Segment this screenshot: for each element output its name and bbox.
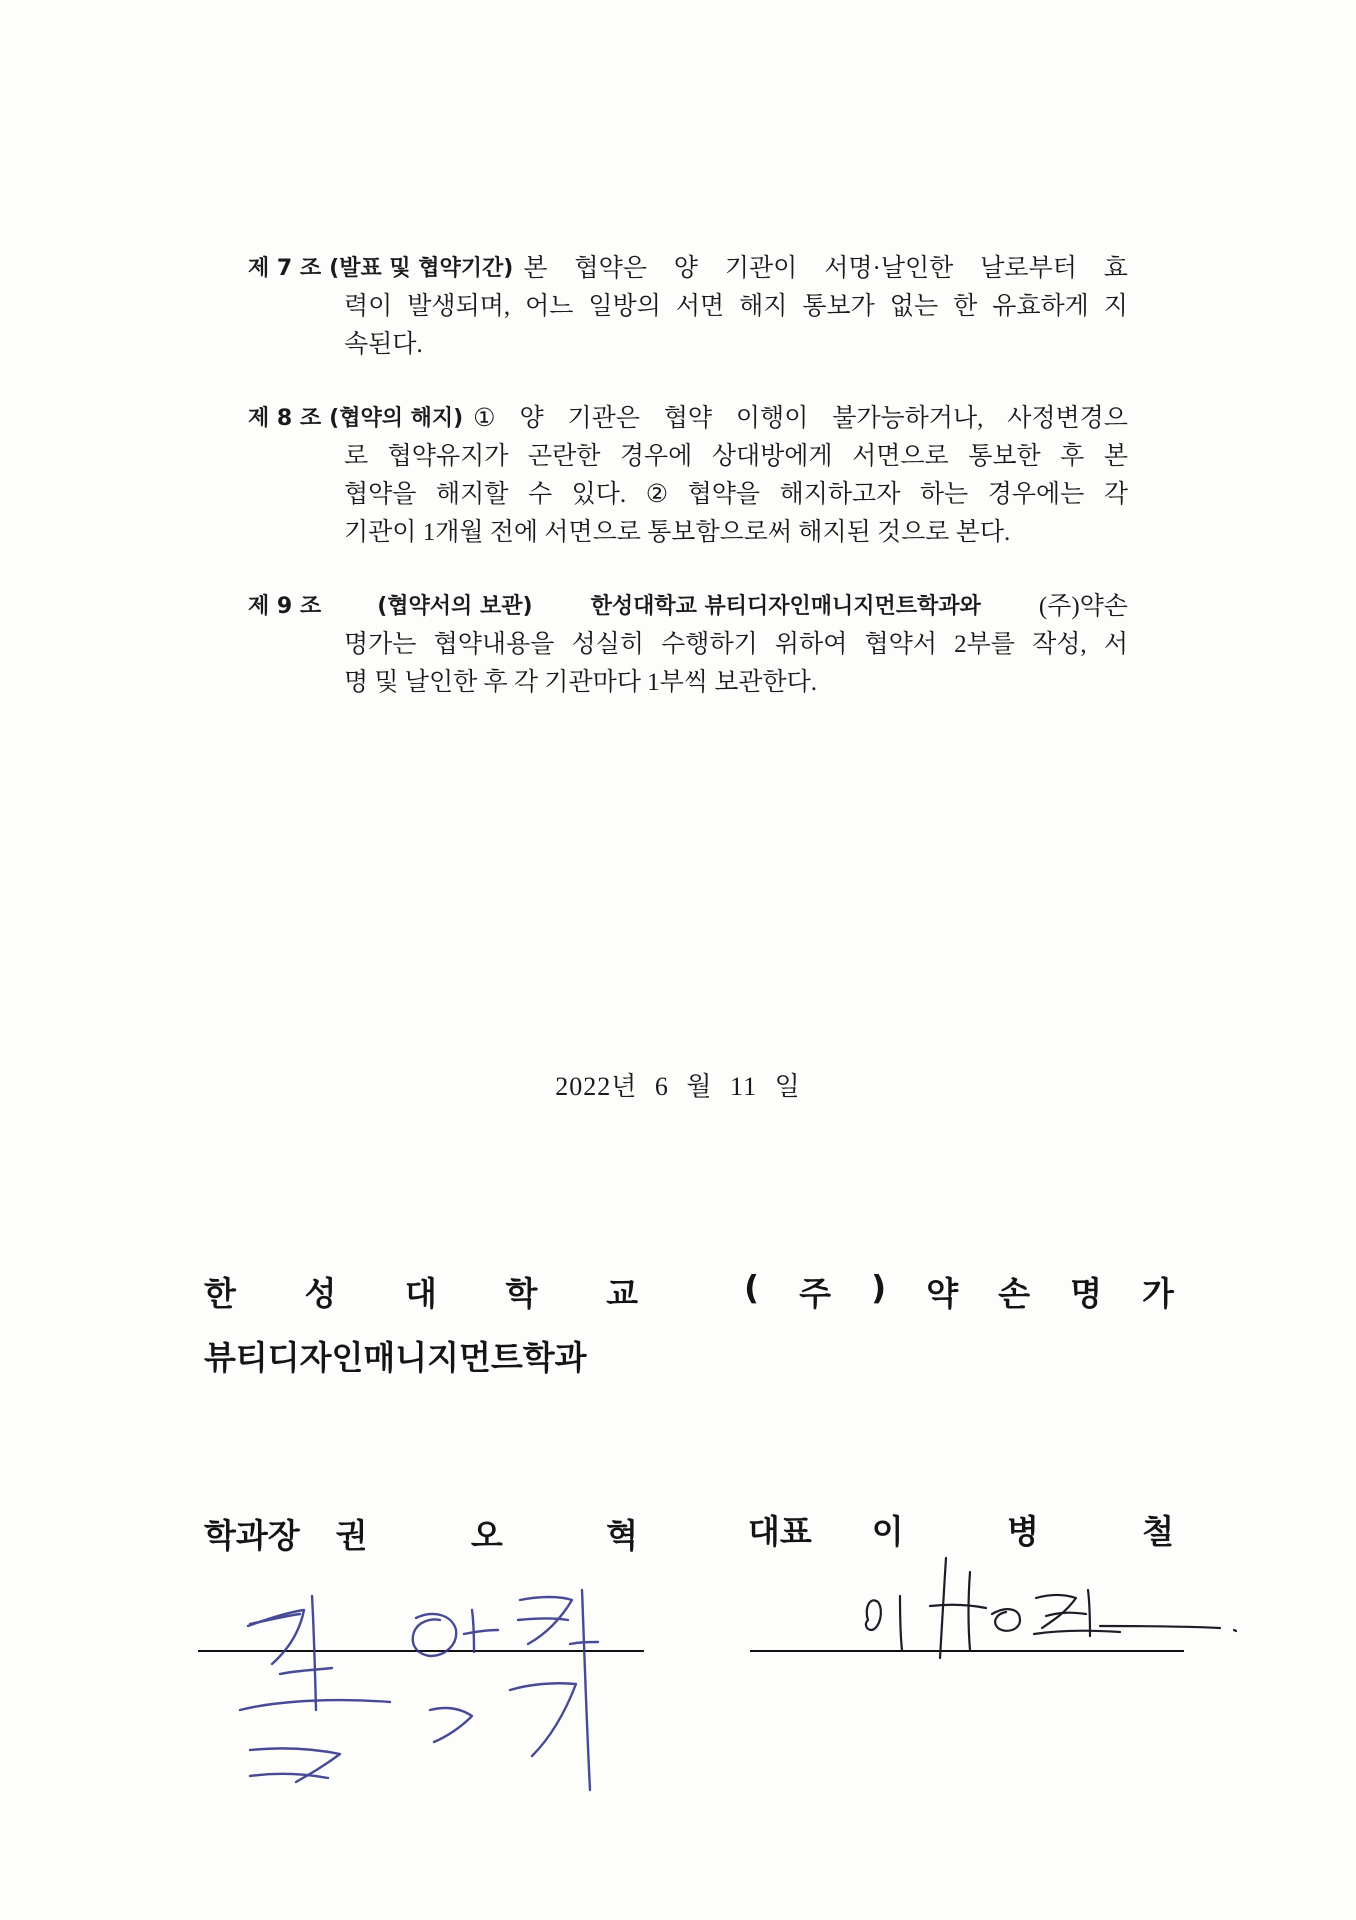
article-8 xyxy=(248,400,1128,552)
agreement-date: 2022년 6 월 11 일 xyxy=(555,1072,801,1101)
article-number: 제 7 조 xyxy=(248,256,322,281)
article-line: 협약을 해지할 수 있다. ② 협약을 해지하고자 하는 경우에는 각 xyxy=(344,481,1128,508)
right-signatory xyxy=(748,1506,1174,1553)
article-title: (협약의 해지) xyxy=(329,406,464,431)
right-party-org xyxy=(744,1268,1174,1315)
article-text: 본 협약은 양 기관이 서명·날인한 날로부터 효 xyxy=(523,255,1128,282)
article-title: (발표 및 협약기간) xyxy=(329,256,514,281)
left-party-dept: 뷰티디자인매니지먼트학과 xyxy=(204,1338,587,1377)
article-line: 속된다. xyxy=(344,331,423,358)
article-text: (주)약손 xyxy=(1038,593,1128,620)
left-signatory xyxy=(204,1510,638,1557)
article-line xyxy=(248,250,1128,288)
left-party-org xyxy=(204,1268,638,1315)
right-org-name: ( 주 ) 약 손 명 가 xyxy=(744,1268,1174,1313)
left-org-name: 한 성 대 학 교 xyxy=(204,1274,638,1313)
article-7 xyxy=(248,250,1128,364)
right-name: 이 병 철 xyxy=(871,1512,1174,1551)
article-line: 기관이 1개월 전에 서면으로 통보함으로써 해지된 것으로 본다. xyxy=(344,519,1011,546)
article-9 xyxy=(248,588,1128,702)
article-number: 제 9 조 xyxy=(248,594,322,619)
left-handwritten-signature xyxy=(220,1560,640,1800)
right-handwritten-signature xyxy=(850,1550,1270,1670)
article-line: 명가는 협약내용을 성실히 수행하기 위하여 협약서 2부를 작성, 서 xyxy=(344,631,1128,658)
left-role: 학과장 xyxy=(204,1516,300,1555)
article-line xyxy=(248,588,1128,626)
article-bold-lead: 한성대학교 뷰티디자인매니지먼트학과와 xyxy=(590,594,981,619)
right-role: 대표 xyxy=(748,1512,812,1551)
article-line: 력이 발생되며, 어느 일방의 서면 해지 통보가 없는 한 유효하게 지 xyxy=(344,293,1128,320)
article-line xyxy=(248,400,1128,438)
article-line: 로 협약유지가 곤란한 경우에 상대방에게 서면으로 통보한 후 본 xyxy=(344,443,1128,470)
article-title: (협약서의 보관) xyxy=(377,594,533,619)
article-text: ① 양 기관은 협약 이행이 불가능하거나, 사정변경으 xyxy=(473,405,1128,432)
article-number: 제 8 조 xyxy=(248,406,322,431)
article-line: 명 및 날인한 후 각 기관마다 1부씩 보관한다. xyxy=(344,669,818,696)
left-name: 권 오 혁 xyxy=(335,1516,638,1555)
